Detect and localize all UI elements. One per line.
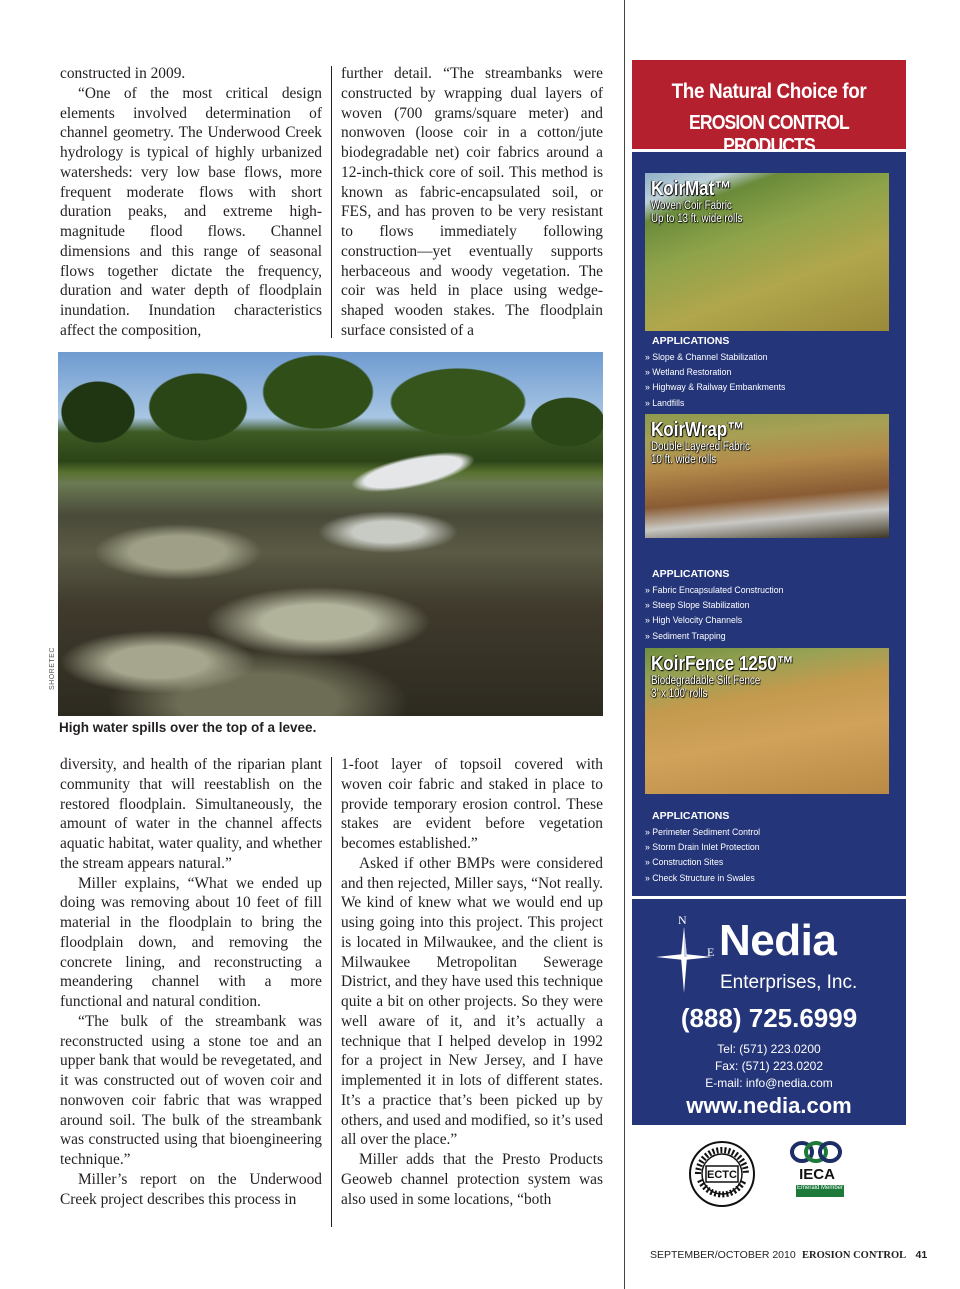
ad-header-line2: EROSION CONTROL PRODUCTS (689, 112, 849, 157)
magazine-name: EROSION CONTROL (802, 1250, 907, 1261)
article-column-1-bottom (60, 755, 322, 1209)
svg-text:ECTC: ECTC (707, 1169, 737, 1181)
issue-date: SEPTEMBER/OCTOBER 2010 (650, 1249, 796, 1261)
article-paragraph: “The bulk of the streambank was reconstructed using a stone toe and an upper bank that would be revegetated, and it was constructed out of woven coir and nonwoven coir fabric that was wrapped around soil. The bulk of the streambank was constructed using that bioengineering technique.” (60, 1012, 322, 1168)
compass-icon (654, 913, 714, 993)
product-desc: Biodegradable Silt Fence (651, 675, 761, 687)
photo-credit: SHORETEC (49, 647, 56, 690)
koirwrap-applications (645, 567, 895, 644)
company-subtitle: Enterprises, Inc. (720, 972, 858, 993)
application-item: » Slope & Channel Stabilization (645, 352, 768, 363)
koirwrap-photo (645, 414, 889, 538)
application-item: » Wetland Restoration (645, 367, 732, 379)
product-desc: Double Layered Fabric (651, 441, 750, 453)
article-paragraph: 1-foot layer of topsoil covered with woven coir fabric and staked in place to provide temporary erosion control. These stakes are evident before vegetation becomes established.” (341, 756, 603, 852)
koirfence-photo (645, 648, 889, 794)
compass-north: N (678, 913, 687, 927)
product-size: 3' x 100' rolls (651, 688, 708, 700)
nedia-advertisement (632, 60, 906, 1125)
article-paragraph: Miller’s report on the Underwood Creek project describes this process in (60, 1170, 322, 1208)
applications-heading: APPLICATIONS (652, 810, 730, 822)
article-paragraph: Miller adds that the Presto Products Geoweb channel protection system was also used in some locations, “both (341, 1151, 603, 1208)
page-number: 41 (915, 1249, 928, 1261)
application-item: » Construction Sites (645, 857, 724, 869)
article-column-1-top (60, 64, 322, 341)
application-item: » Check Structure in Swales (645, 872, 755, 884)
article-paragraph: further detail. “The streambanks were constructed by wrapping dual layers of woven (700 grams/square meter) and nonwoven (loose coir in a cotton/jute biodegradable net) coir fabrics around a 12-inch-thick core of soil. This method is known as fabric-encapsulated soil, or FES, and has proven to be very resistant to flows immediately following construction—yet eventually supports herbaceous and woody vegetation. The coir was held in place using wedge-shaped wooden stakes. The floodplain surface consisted of a (341, 65, 603, 339)
levee-photo (58, 352, 603, 716)
company-phone: (888) 725.6999 (680, 1003, 858, 1033)
koirmat-photo (645, 173, 889, 331)
article-column-2-top (341, 64, 603, 341)
company-name: Nedia (719, 916, 837, 965)
article-paragraph: Miller explains, “What we ended up doing was removing about 10 feet of fill material in the floodplain to bring the floodplain down, and removing the concrete lining, and reconstructing a meandering channel with a more functional and natural condition. (60, 874, 322, 1010)
article-paragraph: Asked if other BMPs were considered and then rejected, Miller says, “Not really. We kind of knew what we would end up using going into this project. This project is located in Milwaukee, and the client is Milwaukee Metropolitan Sewerage District, and they have used this technique quite a bit on other projects. So they were well aware of it, and it’s actually a technique that I helped develop in 1992 for a project in New Jersey, and I have implemented it in lots of different states. It’s a practice that’s been picked up by others, and used and modified, so it’s used all over the place.” (341, 854, 603, 1149)
article-paragraph: constructed in 2009. (60, 65, 186, 82)
ad-header-line1: The Natural Choice for (671, 80, 867, 103)
compass-east: E (707, 945, 715, 959)
product-desc: Woven Coir Fabric (651, 200, 732, 212)
application-item: » Storm Drain Inlet Protection (645, 842, 760, 854)
application-item: » Steep Slope Stabilization (645, 600, 750, 612)
application-item: » High Velocity Channels (645, 615, 743, 627)
company-email: E-mail: info@nedia.com (705, 1076, 833, 1090)
column-divider-top (331, 66, 332, 338)
article-column-2-bottom (341, 755, 603, 1209)
application-item: » Landfills (645, 397, 685, 409)
article-paragraph: diversity, and health of the riparian plant community that will reestablish on the restored floodplain. Simultaneously, the amount of water in the channel affects aquatic habitat, water quality, and whether the stream appears natural.” (60, 756, 322, 872)
product-name: KoirWrap™ (651, 419, 745, 441)
product-name: KoirFence 1250™ (651, 653, 794, 675)
photo-caption: High water spills over the top of a levee. (59, 720, 317, 735)
ectc-seal-logo (688, 1140, 756, 1208)
product-size: 10 ft. wide rolls (651, 454, 717, 466)
column-divider-bottom (331, 757, 332, 1227)
company-website: www.nedia.com (686, 1093, 852, 1118)
ieca-wordmark: IECA (799, 1166, 835, 1183)
company-tel: Tel: (571) 223.0200 (717, 1042, 821, 1056)
applications-heading: APPLICATIONS (652, 568, 730, 580)
applications-heading: APPLICATIONS (652, 335, 730, 347)
application-item: » Perimeter Sediment Control (645, 827, 761, 838)
application-item: » Sediment Trapping (645, 630, 726, 642)
ieca-member-badge: Emerald Member (796, 1185, 844, 1197)
koirmat-applications (645, 334, 895, 411)
nedia-contact-block (632, 896, 906, 1125)
company-fax: Fax: (571) 223.0202 (714, 1059, 824, 1073)
product-size: Up to 13 ft. wide rolls (651, 213, 743, 225)
product-name: KoirMat™ (651, 178, 732, 200)
article-paragraph: “One of the most critical design elements involved determination of channel geometry. The Underwood Creek hydrology is typical of highly urbanized watersheds: very low base flows, more frequent moderate flows with short duration peaks, and extreme high-magnitude flood flows. Channel dimensions and this range of seasonal flows together dictate the frequency, duration and water depth of floodplain inundation. Inundation characteristics affect the composition, (60, 84, 322, 339)
koirfence-applications (645, 809, 895, 886)
application-item: » Fabric Encapsulated Construction (645, 585, 784, 596)
page-footer (650, 1249, 928, 1261)
application-item: » Highway & Railway Embankments (645, 382, 786, 394)
ad-header (632, 60, 906, 157)
page-divider (624, 0, 625, 1289)
